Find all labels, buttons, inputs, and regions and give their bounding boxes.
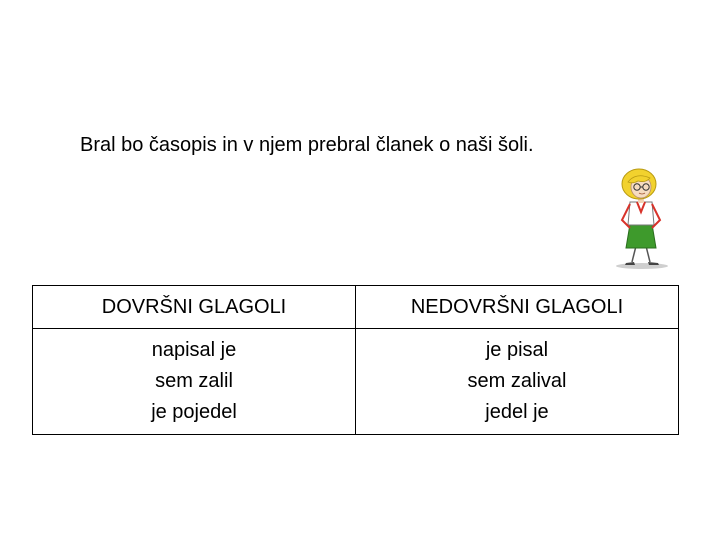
table-header-row xyxy=(33,286,679,329)
imperfective-cell xyxy=(356,329,679,435)
perfective-cell xyxy=(33,329,356,435)
list-item: je pisal xyxy=(485,339,549,361)
list-item: sem zalival xyxy=(467,370,567,392)
verb-table xyxy=(32,285,679,435)
table-row xyxy=(33,329,679,435)
header-perfective: DOVRŠNI GLAGOLI xyxy=(33,286,356,329)
list-item: jedel je xyxy=(485,401,549,423)
list-item: napisal je xyxy=(151,339,237,361)
example-sentence: Bral bo časopis in v njem prebral članek o naši šoli. xyxy=(80,134,534,156)
header-imperfective: NEDOVRŠNI GLAGOLI xyxy=(356,286,679,329)
girl-cartoon-icon xyxy=(608,168,678,272)
list-item: je pojedel xyxy=(151,401,237,423)
list-item: sem zalil xyxy=(155,370,233,392)
